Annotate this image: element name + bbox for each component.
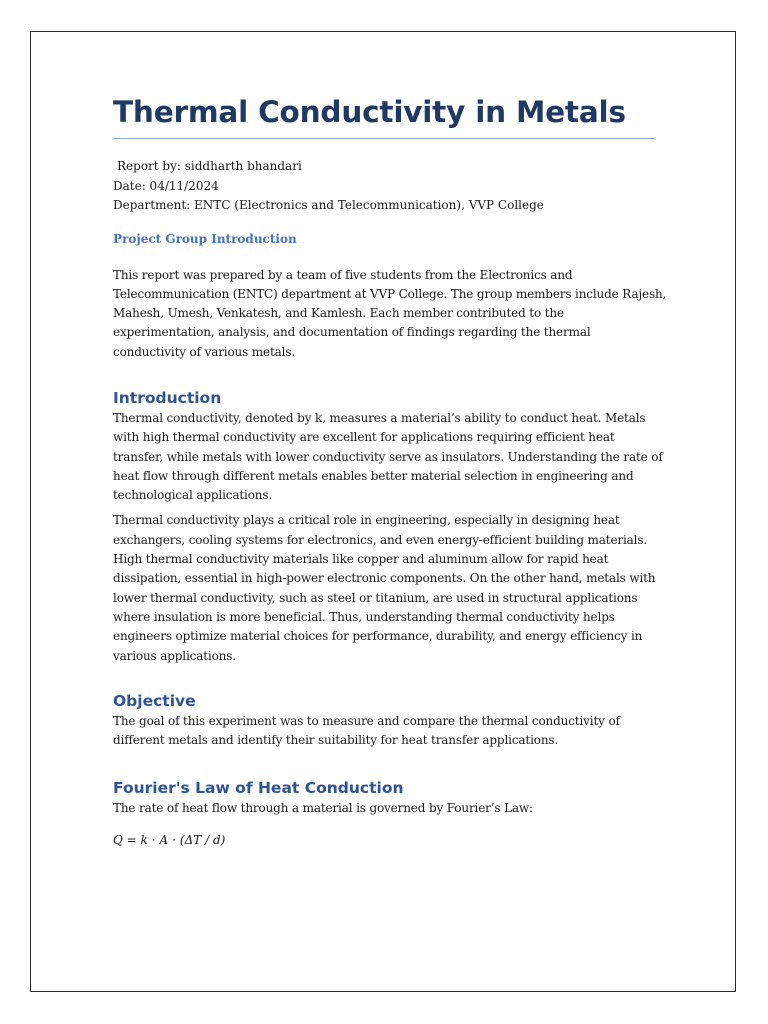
report-department: Department: ENTC (Electronics and Telecommunication), VVP College bbox=[113, 198, 544, 212]
paragraph-line: dissipation, essential in high-power electronic components. On the other hand, metals with bbox=[113, 571, 656, 586]
document-title: Thermal Conductivity in Metals bbox=[113, 95, 626, 129]
introduction-heading: Introduction bbox=[113, 388, 222, 407]
paragraph-line: various applications. bbox=[113, 648, 236, 663]
paragraph-line: exchangers, cooling systems for electronics, and even energy-efficient building materials. bbox=[113, 532, 648, 547]
paragraph-line: High thermal conductivity materials like copper and aluminum allow for rapid heat bbox=[113, 552, 609, 567]
report-date: Date: 04/11/2024 bbox=[113, 178, 219, 193]
fourier-law-heading: Fourier's Law of Heat Conduction bbox=[113, 779, 404, 798]
group-section-paragraph bbox=[113, 266, 667, 362]
paragraph-line: experimentation, analysis, and documentation of findings regarding the thermal bbox=[113, 325, 591, 340]
paragraph-line: Mahesh, Umesh, Venkatesh, and Kamlesh. Each member contributed to the bbox=[113, 306, 564, 321]
paragraph-line: This report was prepared by a team of five students from the Electronics and bbox=[113, 267, 573, 282]
paragraph-line: where insulation is more beneficial. Thus, understanding thermal conductivity helps bbox=[113, 609, 615, 624]
title-underline bbox=[113, 138, 655, 139]
paragraph-line: heat flow through different metals enables better material selection in engineering and bbox=[113, 468, 634, 483]
paragraph-line: Thermal conductivity, denoted by k, measures a material’s ability to conduct heat. Metals bbox=[113, 410, 646, 425]
group-section-heading: Project Group Introduction bbox=[113, 231, 297, 246]
introduction-paragraph-1 bbox=[113, 409, 663, 505]
paragraph-line: The rate of heat flow through a material is governed by Fourier’s Law: bbox=[113, 801, 533, 816]
paragraph-line: Telecommunication (ENTC) department at VVP College. The group members include Rajesh, bbox=[113, 286, 667, 301]
fourier-formula: Q = k ⋅ A ⋅ (ΔT / d) bbox=[113, 832, 226, 847]
paragraph-line: Thermal conductivity plays a critical role in engineering, especially in designing heat bbox=[113, 513, 620, 528]
report-metadata bbox=[113, 157, 658, 216]
paragraph-line: The goal of this experiment was to measure and compare the thermal conductivity of bbox=[113, 713, 620, 728]
paragraph-line: different metals and identify their suitability for heat transfer applications. bbox=[113, 733, 559, 748]
introduction-paragraph-2 bbox=[113, 511, 658, 665]
paragraph-line: transfer, while metals with lower conductivity serve as insulators. Understanding the rate of bbox=[113, 449, 663, 464]
paragraph-line: lower thermal conductivity, such as steel or titanium, are used in structural applications bbox=[113, 590, 638, 605]
objective-heading: Objective bbox=[113, 691, 196, 710]
document-body bbox=[113, 92, 667, 850]
paragraph-line: with high thermal conductivity are excellent for applications requiring efficient heat bbox=[113, 430, 615, 445]
paragraph-line: technological applications. bbox=[113, 488, 273, 503]
paragraph-line: conductivity of various metals. bbox=[113, 344, 296, 359]
fourier-law-paragraph bbox=[113, 799, 658, 818]
paragraph-line: engineers optimize material choices for performance, durability, and energy efficiency in bbox=[113, 629, 643, 644]
report-author: Report by: siddharth bhandari bbox=[117, 159, 302, 173]
objective-paragraph bbox=[113, 712, 658, 751]
